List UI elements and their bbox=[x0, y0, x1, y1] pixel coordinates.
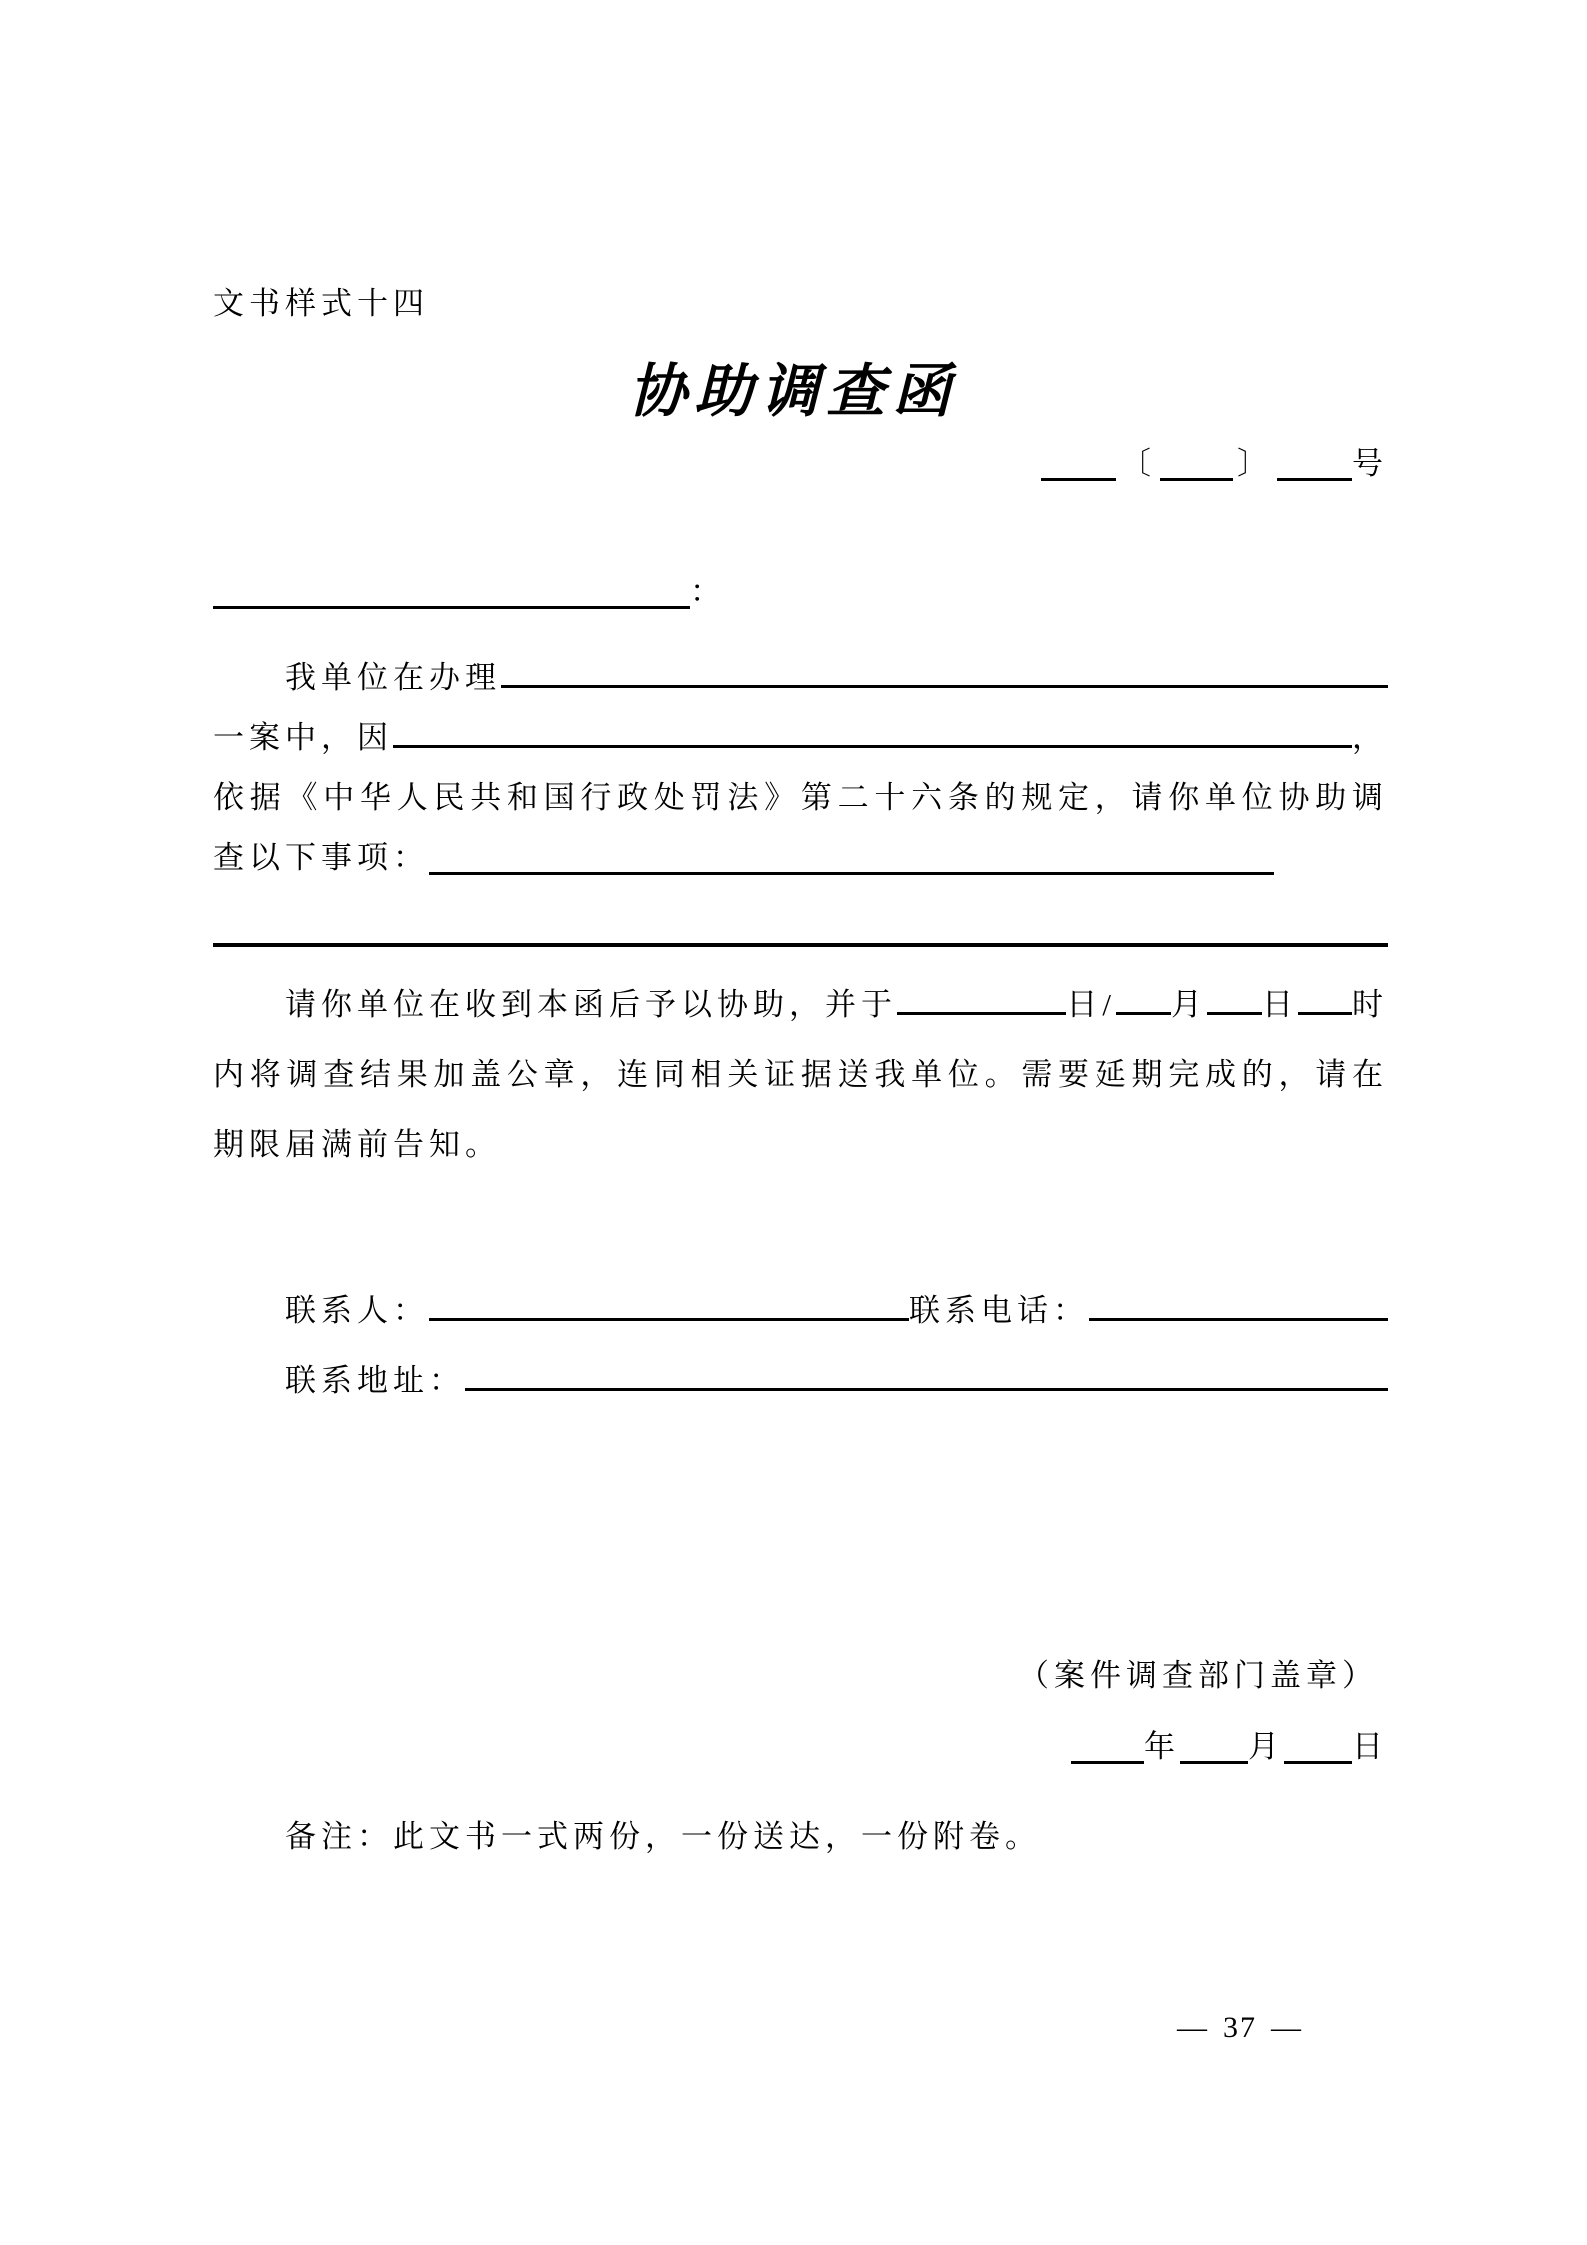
page-number bbox=[1115, 2008, 1365, 2048]
page-number-dash-left: — bbox=[1177, 2011, 1209, 2044]
unit-month: 月 bbox=[1171, 987, 1207, 1022]
document-title: 协助调查函 bbox=[628, 359, 959, 424]
notify-before-deadline-line: 期限届满前告知。 bbox=[213, 1127, 501, 1162]
doc-number-issuer-blank bbox=[1041, 444, 1116, 481]
unit-year: 年 bbox=[1144, 1729, 1180, 1764]
page-number-value: 37 bbox=[1223, 2011, 1257, 2044]
doc-number-line bbox=[213, 440, 1388, 488]
doc-number-year-blank bbox=[1160, 444, 1233, 481]
signoff-date-line bbox=[213, 1723, 1388, 1771]
deadline-day-blank bbox=[1207, 978, 1262, 1015]
sample-label: 文书样式十四 bbox=[213, 286, 429, 321]
signoff-day-blank bbox=[1284, 1727, 1352, 1764]
unit-day-slash: 日/ bbox=[1066, 987, 1116, 1022]
assist-request-lead: 请你单位在收到本函后予以协助，并于 bbox=[285, 987, 897, 1022]
unit-day: 日 bbox=[1262, 987, 1298, 1022]
case-name-blank bbox=[501, 651, 1388, 688]
doc-number-open-bracket: 〔 bbox=[1120, 446, 1156, 481]
case-handling-lead: 我单位在办理 bbox=[285, 660, 501, 695]
assist-deadline-line bbox=[213, 970, 1388, 1040]
doc-number-suffix: 号 bbox=[1352, 446, 1388, 481]
unit-hour: 时 bbox=[1352, 987, 1388, 1022]
contact-phone-blank bbox=[1089, 1284, 1388, 1321]
deadline-hour-blank bbox=[1298, 978, 1352, 1015]
page-number-dash-right: — bbox=[1271, 2011, 1303, 2044]
legal-basis-line: 依据《中华人民共和国行政处罚法》第二十六条的规定，请你单位协助调 bbox=[213, 780, 1388, 815]
remark-line: 备注：此文书一式两份，一份送达，一份附卷。 bbox=[285, 1819, 1041, 1854]
signoff-unit-month: 月 bbox=[1248, 1729, 1284, 1764]
addressee-line bbox=[213, 568, 726, 616]
signoff-month-blank bbox=[1180, 1727, 1248, 1764]
contact-phone-label: 联系电话： bbox=[909, 1293, 1089, 1328]
contact-person-line bbox=[213, 1276, 1388, 1346]
deadline-month-blank bbox=[1116, 978, 1171, 1015]
investigation-items-lead: 查以下事项： bbox=[213, 840, 429, 875]
contact-person-blank bbox=[429, 1284, 909, 1321]
doc-number-serial-blank bbox=[1277, 444, 1352, 481]
doc-number-close-bracket: 〕 bbox=[1237, 446, 1273, 481]
result-delivery-line: 内将调查结果加盖公章，连同相关证据送我单位。需要延期完成的，请在 bbox=[213, 1057, 1388, 1092]
case-reason-lead: 一案中，因 bbox=[213, 720, 393, 755]
investigation-items-line bbox=[213, 828, 1388, 888]
contact-address-blank bbox=[465, 1354, 1388, 1391]
signoff-unit-day: 日 bbox=[1352, 1729, 1388, 1764]
contact-block bbox=[213, 1276, 1388, 1416]
stamp-note: （案件调查部门盖章） bbox=[1018, 1658, 1378, 1693]
paragraph-deadline bbox=[213, 970, 1388, 1180]
paragraph-case-request bbox=[213, 648, 1388, 947]
investigation-items-blank-row bbox=[213, 943, 1388, 947]
investigation-items-blank bbox=[429, 838, 1274, 875]
case-handling-line bbox=[213, 648, 1388, 708]
contact-person-label: 联系人： bbox=[285, 1293, 429, 1328]
case-reason-line bbox=[213, 708, 1388, 768]
case-reason-blank bbox=[393, 711, 1352, 748]
addressee-colon: ： bbox=[690, 574, 726, 609]
contact-address-label: 联系地址： bbox=[285, 1363, 465, 1398]
signoff-year-blank bbox=[1071, 1727, 1144, 1764]
contact-address-line bbox=[213, 1346, 1388, 1416]
case-reason-comma: ， bbox=[1352, 720, 1388, 755]
addressee-blank bbox=[213, 572, 690, 609]
days-count-blank bbox=[897, 978, 1066, 1015]
